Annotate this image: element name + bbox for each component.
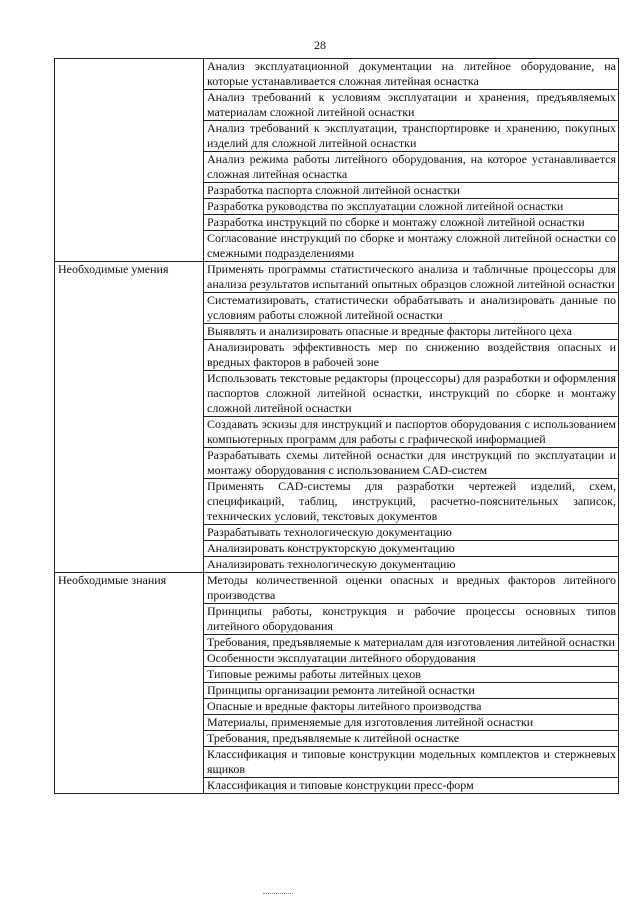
competency-item: Классификация и типовые конструкции модельных комплектов и стержневых ящиков <box>204 747 619 778</box>
competency-item: Разрабатывать технологическую документацию <box>204 525 619 541</box>
competency-item: Принципы организации ремонта литейной оснастки <box>204 683 619 699</box>
table-row <box>55 573 619 604</box>
scan-artifact <box>263 893 293 895</box>
competency-item: Выявлять и анализировать опасные и вредные факторы литейного цеха <box>204 324 619 340</box>
competency-item: Создавать эскизы для инструкций и паспортов оборудования с использованием компьютерных программ для работы с графической информацией <box>204 417 619 448</box>
competency-item: Разработка руководства по эксплуатации сложной литейной оснастки <box>204 199 619 215</box>
competency-table-body <box>55 59 619 794</box>
competency-item: Материалы, применяемые для изготовления литейной оснастки <box>204 715 619 731</box>
section-label: Необходимые знания <box>55 573 204 794</box>
table-row <box>55 262 619 293</box>
competency-item: Требования, предъявляемые к материалам для изготовления литейной оснастки <box>204 635 619 651</box>
competency-item: Классификация и типовые конструкции пресс-форм <box>204 778 619 794</box>
competency-item: Разработка паспорта сложной литейной оснастки <box>204 183 619 199</box>
section-label: Необходимые умения <box>55 262 204 573</box>
competency-item: Разработка инструкций по сборке и монтажу сложной литейной оснастки <box>204 215 619 231</box>
competency-item: Анализ требований к эксплуатации, транспортировке и хранению, покупных изделий для сложной литейной оснастки <box>204 121 619 152</box>
competency-item: Принципы работы, конструкция и рабочие процессы основных типов литейного оборудования <box>204 604 619 635</box>
section-label <box>55 59 204 262</box>
competency-item: Требования, предъявляемые к литейной оснастке <box>204 731 619 747</box>
competency-table <box>54 58 619 794</box>
competency-item: Анализ требований к условиям эксплуатации и хранения, предъявляемых материалам сложной литейной оснастки <box>204 90 619 121</box>
competency-item: Анализировать технологическую документацию <box>204 557 619 573</box>
competency-item: Согласование инструкций по сборке и монтажу сложной литейной оснастки со смежными подразделениями <box>204 231 619 262</box>
competency-item: Методы количественной оценки опасных и вредных факторов литейного производства <box>204 573 619 604</box>
table-row <box>55 59 619 90</box>
competency-item: Применять CAD-системы для разработки чертежей изделий, схем, спецификаций, таблиц, инструкций, расчетно-пояснительных записок, технических условий, текстовых документов <box>204 479 619 525</box>
competency-item: Особенности эксплуатации литейного оборудования <box>204 651 619 667</box>
competency-item: Опасные и вредные факторы литейного производства <box>204 699 619 715</box>
competency-item: Систематизировать, статистически обрабатывать и анализировать данные по условиям работы сложной литейной оснастки <box>204 293 619 324</box>
competency-item: Типовые режимы работы литейных цехов <box>204 667 619 683</box>
competency-item: Анализировать эффективность мер по снижению воздействия опасных и вредных факторов в рабочей зоне <box>204 340 619 371</box>
competency-item: Анализ режима работы литейного оборудования, на которое устанавливается сложная литейная оснастка <box>204 152 619 183</box>
competency-item: Применять программы статистического анализа и табличные процессоры для анализа результатов испытаний опытных образцов сложной литейной оснастки <box>204 262 619 293</box>
competency-item: Анализировать конструкторскую документацию <box>204 541 619 557</box>
competency-item: Разрабатывать схемы литейной оснастки для инструкций по эксплуатации и монтажу оборудования с использованием CAD-систем <box>204 448 619 479</box>
page-number: 28 <box>314 38 326 52</box>
competency-item: Анализ эксплуатационной документации на литейное оборудование, на которые устанавливается сложная литейная оснастка <box>204 59 619 90</box>
competency-item: Использовать текстовые редакторы (процессоры) для разработки и оформления паспортов сложной литейной оснастки, инструкций по сборке и монтажу сложной литейной оснастки <box>204 371 619 417</box>
